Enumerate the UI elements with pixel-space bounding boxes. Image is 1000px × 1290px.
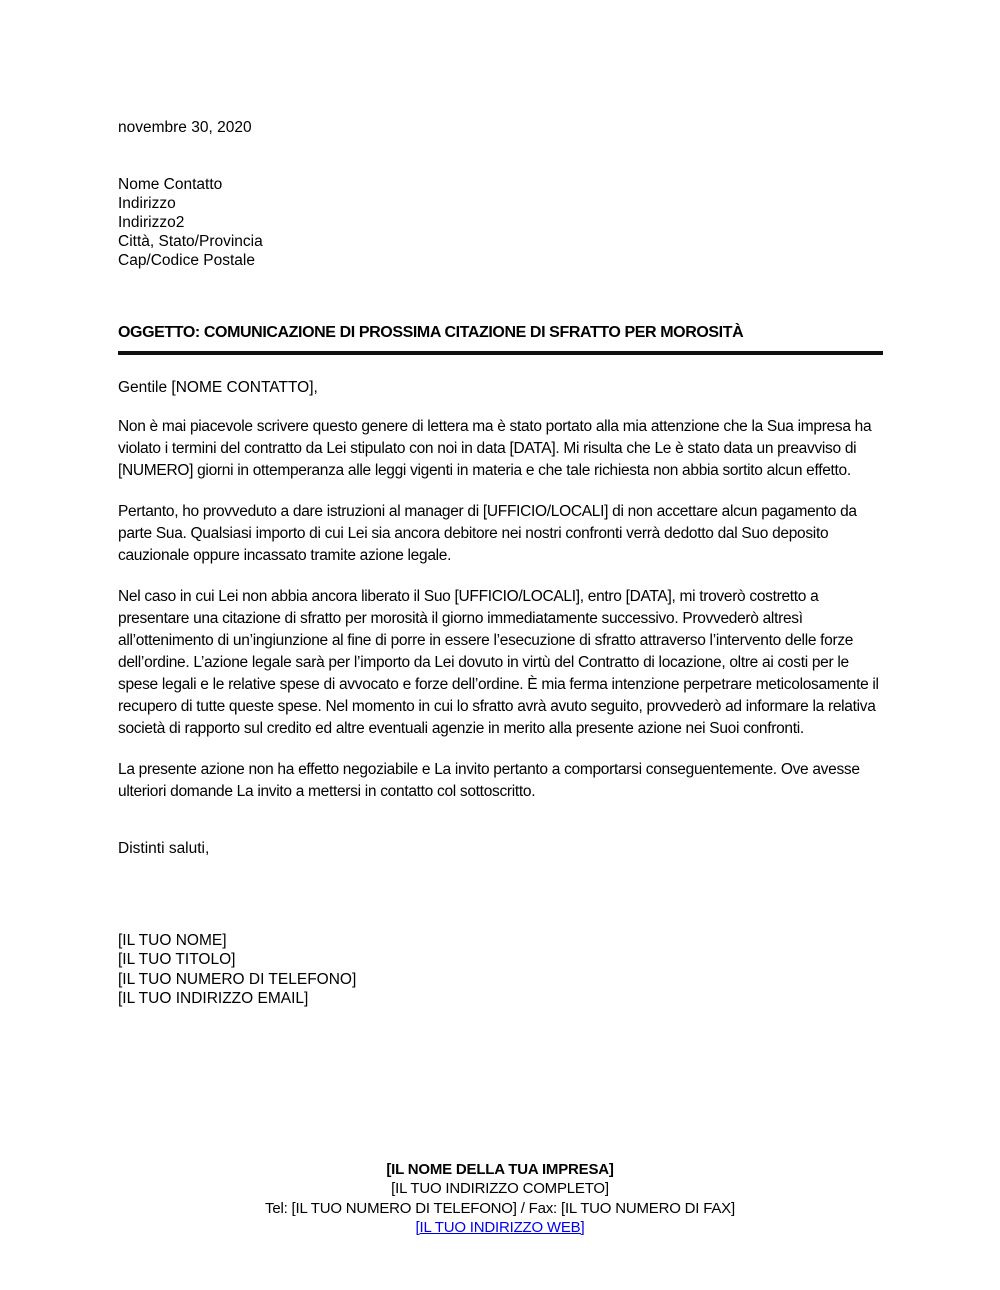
signature-block [118,931,883,1008]
subject-heading: OGGETTO: COMUNICAZIONE DI PROSSIMA CITAZIONE DI SFRATTO PER MOROSITÀ [118,324,883,355]
signature-email: [IL TUO INDIRIZZO EMAIL] [118,989,309,1007]
salutation: Gentile [NOME CONTATTO], [118,379,318,396]
closing-salutation: Distinti saluti, [118,840,210,857]
body-paragraph-4: La presente azione non ha effetto negoziabile e La invito pertanto a comportarsi conseguentemente. Ove avesse ulteriori domande La invito a mettersi in contatto col sottoscritto. [118,761,860,800]
recipient-address-line2: Indirizzo2 [118,214,185,231]
recipient-postal-code: Cap/Codice Postale [118,252,255,269]
footer-web-link[interactable]: [IL TUO INDIRIZZO WEB] [415,1218,585,1236]
recipient-address-line1: Indirizzo [118,195,176,212]
recipient-address-block [118,175,883,270]
signature-phone: [IL TUO NUMERO DI TELEFONO] [118,970,357,988]
body-paragraph-3: Nel caso in cui Lei non abbia ancora liberato il Suo [UFFICIO/LOCALI], entro [DATA], mi troverò costretto a presentare una citazione di sfratto per morosità il giorno immediatamente successivo. Provvederò altresì all’ottenimento di un’ingiunzione al fine di porre in essere l’esecuzione di sfratto attraverso l’intervento delle forze dell’ordine. L’azione legale sarà per l’importo da Lei dovuto in virtù del Contratto di locazione, oltre ai costi per le spese legali e le relative spese di avvocato e forze dell’ordine. È mia ferma intenzione perpetrare meticolosamente il recupero di tutte queste spese. Nel momento in cui lo sfratto avrà avuto seguito, provvederò ad informare la relativa società di rapporto sul credito ed altre eventuali agenzie in merito alla presente azione nei Suoi confronti. [118,588,879,737]
signature-title: [IL TUO TITOLO] [118,951,236,969]
body-paragraph-1: Non è mai piacevole scrivere questo genere di lettera ma è stato portato alla mia attenzione che la Sua impresa ha violato i termini del contratto da Lei stipulato con noi in data [DATA]. Mi risulta che Le è stato data un preavviso di [NUMERO] giorni in ottemperanza alle leggi vigenti in materia e che tale richiesta non abbia sortito alcun effetto. [118,418,872,479]
footer-tel-fax: Tel: [IL TUO NUMERO DI TELEFONO] / Fax: [IL TUO NUMERO DI FAX] [265,1199,735,1217]
body-paragraph-2: Pertanto, ho provveduto a dare istruzioni al manager di [UFFICIO/LOCALI] di non accettare alcun pagamento da parte Sua. Qualsiasi importo di cui Lei sia ancora debitore nei nostri confronti verrà dedotto dal Suo deposito cauzionale oppure incassato tramite azione legale. [118,503,857,564]
letter-content [118,0,883,1008]
signature-name: [IL TUO NOME] [118,932,227,949]
footer-company-name: [IL NOME DELLA TUA IMPRESA] [386,1161,614,1178]
footer-company-address: [IL TUO INDIRIZZO COMPLETO] [391,1180,609,1198]
letter-date: novembre 30, 2020 [118,119,252,136]
recipient-city-state: Città, Stato/Provincia [118,233,263,250]
recipient-name: Nome Contatto [118,176,223,193]
letter-footer [0,1160,1000,1237]
